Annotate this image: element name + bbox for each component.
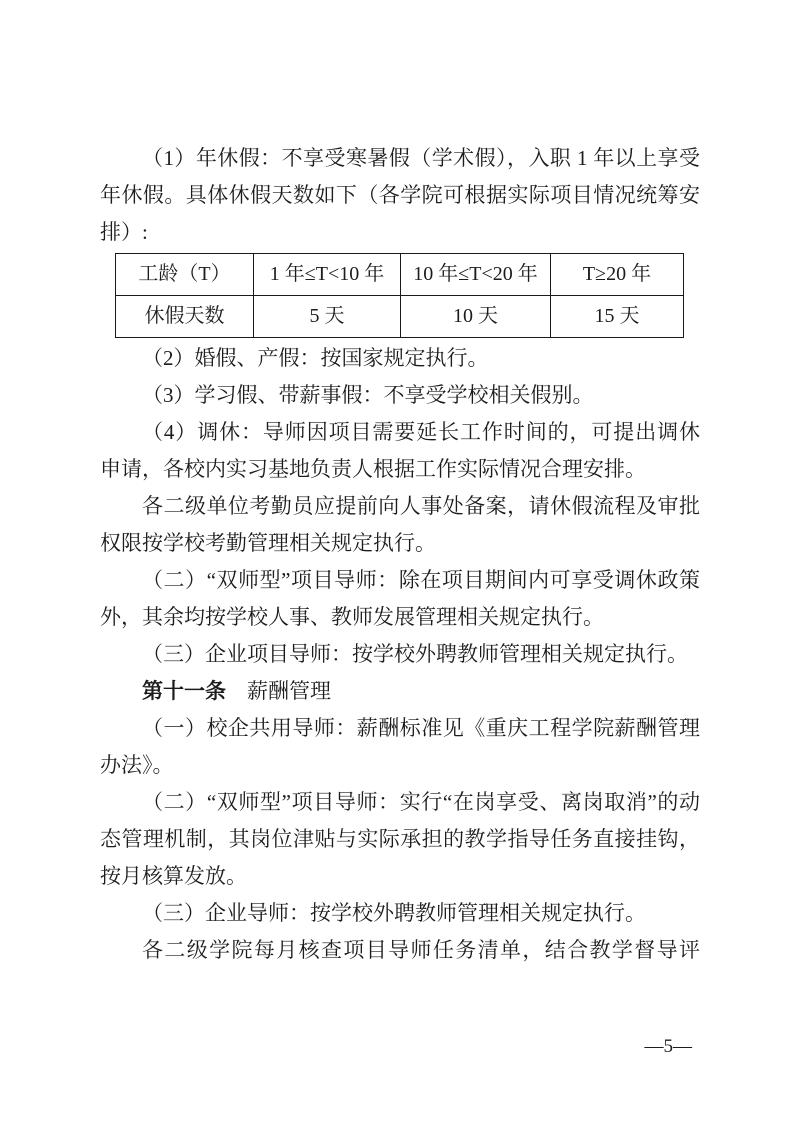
text-line: 各二级学院每月核查项目导师任务清单，结合教学督导评: [142, 938, 700, 962]
text-line: 办法》。: [100, 753, 174, 777]
table-cell-seniority-label: 工龄（T）: [116, 254, 254, 296]
document-body: [100, 140, 700, 969]
leave-days-table: [115, 253, 684, 338]
text-line: （二）“双师型”项目导师：除在项目期间内可享受调休政策: [142, 568, 700, 592]
page-number: —5—: [644, 1036, 692, 1057]
text-line: （1）年休假：不享受寒暑假（学术假），入职 1 年以上享受: [142, 146, 700, 170]
paragraph-compensatory-leave: [100, 414, 700, 488]
paragraph-annual-leave: [100, 140, 700, 251]
paragraph-enterprise-project-mentor-leave: [100, 636, 700, 673]
paragraph-enterprise-mentor-salary: [100, 895, 700, 932]
paragraph-attendance-filing: [100, 488, 700, 562]
text-line: （3）学习假、带薪事假：不享受学校相关假别。: [142, 383, 594, 407]
text-line: （2）婚假、产假：按国家规定执行。: [142, 346, 489, 370]
text-line: 权限按学校考勤管理相关规定执行。: [100, 531, 436, 555]
paragraph-school-enterprise-mentor-salary: [100, 710, 700, 784]
article-11-heading: [100, 673, 700, 710]
table-cell-days-2: 10 天: [401, 296, 551, 338]
paragraph-study-leave: [100, 377, 700, 414]
text-line: （三）企业导师：按学校外聘教师管理相关规定执行。: [142, 901, 646, 925]
leave-table-days-row: [116, 296, 684, 338]
table-cell-days-1: 5 天: [254, 296, 401, 338]
text-line: 各二级单位考勤员应提前向人事处备案，请休假流程及审批: [142, 494, 700, 518]
text-line: 年休假。具体休假天数如下（各学院可根据实际项目情况统筹安: [100, 183, 700, 207]
article-number: 第十一条: [142, 679, 226, 703]
text-line: （4）调休：导师因项目需要延长工作时间的，可提出调休: [142, 420, 700, 444]
paragraph-monthly-task-review: [100, 932, 700, 969]
text-line: 按月核算发放。: [100, 864, 247, 888]
leave-table-header-row: [116, 254, 684, 296]
table-cell-range-1: 1 年≤T<10 年: [254, 254, 401, 296]
table-cell-range-2: 10 年≤T<20 年: [401, 254, 551, 296]
article-title: 薪酬管理: [247, 679, 331, 703]
paragraph-dual-qualified-mentor-salary: [100, 784, 700, 895]
text-line: （二）“双师型”项目导师：实行“在岗享受、离岗取消”的动: [142, 790, 700, 814]
text-line: 申请，各校内实习基地负责人根据工作实际情况合理安排。: [100, 457, 646, 481]
paragraph-marriage-maternity: [100, 340, 700, 377]
text-line: 态管理机制，其岗位津贴与实际承担的教学指导任务直接挂钩，: [100, 827, 700, 851]
text-line: 排）:: [100, 220, 148, 244]
text-line: （一）校企共用导师：薪酬标准见《重庆工程学院薪酬管理: [142, 716, 700, 740]
text-line: 外，其余均按学校人事、教师发展管理相关规定执行。: [100, 605, 604, 629]
table-cell-days-3: 15 天: [551, 296, 684, 338]
paragraph-dual-qualified-mentor-leave: [100, 562, 700, 636]
text-line: （三）企业项目导师：按学校外聘教师管理相关规定执行。: [142, 642, 688, 666]
table-cell-days-label: 休假天数: [116, 296, 254, 338]
table-cell-range-3: T≥20 年: [551, 254, 684, 296]
